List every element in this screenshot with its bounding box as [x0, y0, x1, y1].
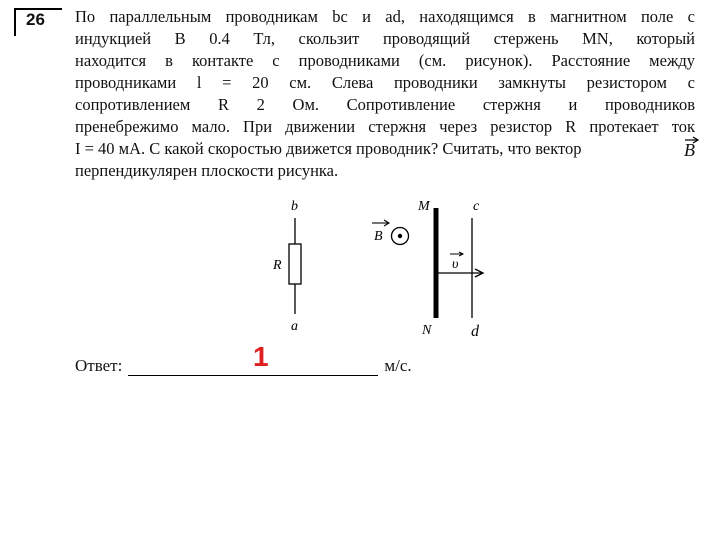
resistor — [289, 244, 301, 284]
problem-line: По параллельным проводникам bc и ad, находящимся в магнитном поле с — [75, 7, 695, 26]
label-v: υ — [452, 257, 459, 272]
label-b: b — [291, 199, 298, 214]
answer-label: Ответ: — [75, 356, 123, 375]
problem-line: I = 40 мА. С какой скоростью движется проводник? Считать, что вектор — [75, 139, 582, 158]
label-M: M — [418, 199, 430, 214]
problem-number: 26 — [26, 10, 45, 29]
label-d: d — [471, 323, 479, 340]
label-c: c — [473, 199, 480, 214]
vector-b-symbol: B — [684, 140, 695, 160]
label-N: N — [422, 323, 432, 338]
problem-line: сопротивлением R 2 Ом. Сопротивление стержня и проводников — [75, 95, 695, 114]
label-B: B — [374, 229, 383, 244]
label-R: R — [273, 258, 282, 273]
label-a: a — [291, 319, 298, 334]
problem-line: перпендикулярен плоскости рисунка. — [75, 161, 339, 180]
problem-line: индукцией B 0.4 Тл, скользит проводящий стержень MN, который — [75, 29, 695, 48]
problem-line: находится в контакте с проводниками (см. рисунок). Расстояние между — [75, 51, 695, 70]
answer-row — [75, 356, 412, 376]
answer-value: 1 — [253, 341, 269, 372]
answer-unit: м/с. — [384, 356, 412, 375]
problem-line: пренебрежимо мало. При движении стержня через резистор R протекает ток — [75, 117, 695, 136]
problem-line: проводниками l = 20 см. Слева проводники замкнуты резистором с — [75, 73, 695, 92]
